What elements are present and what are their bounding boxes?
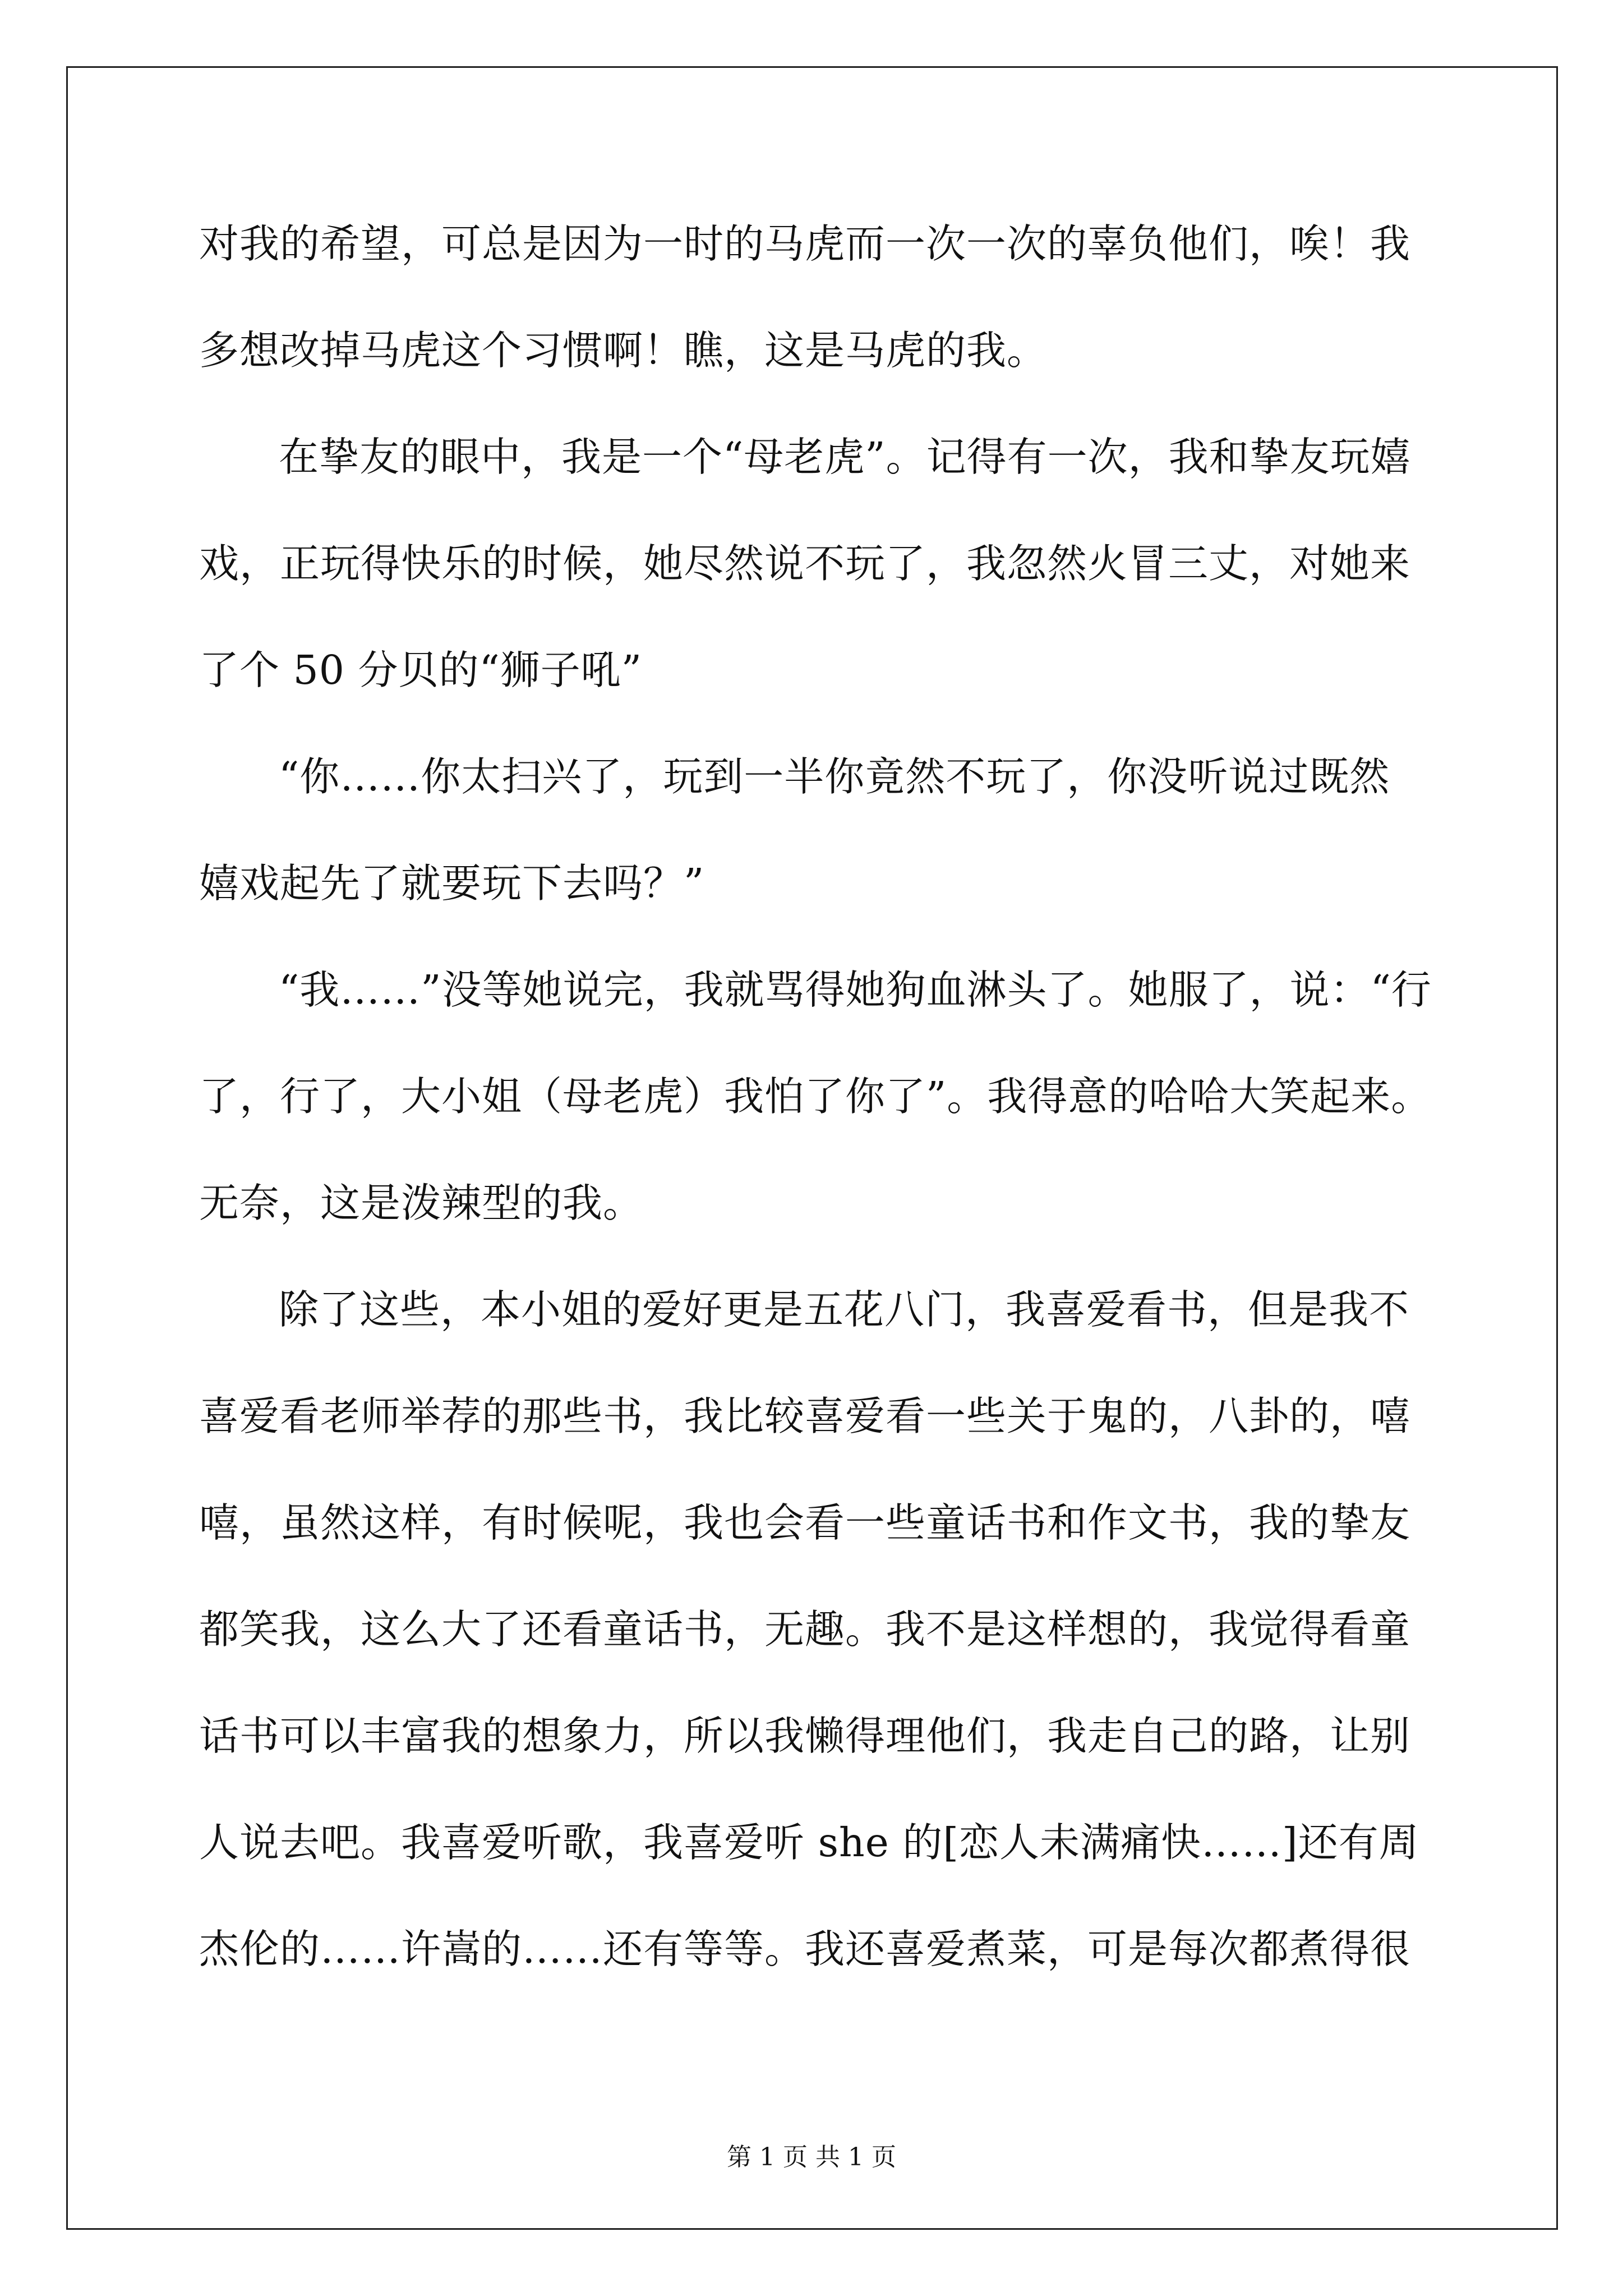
text-line: 嘻，虽然这样，有时候呢，我也会看一些童话书和作文书，我的挚友 xyxy=(199,1499,1411,1546)
text-line: 多想改掉马虎这个习惯啊！瞧，这是马虎的我。 xyxy=(199,327,1048,374)
text-line: 杰伦的……许嵩的……还有等等。我还喜爱煮菜，可是每次都煮得很 xyxy=(199,1926,1411,1972)
page-border xyxy=(66,66,1558,2230)
page-footer: 第 1 页 共 1 页 xyxy=(727,2143,896,2171)
text-line: 无奈，这是泼辣型的我。 xyxy=(199,1180,644,1226)
text-line: 人说去吧。我喜爱听歌，我喜爱听 she 的[恋人未满痛快……]还有周 xyxy=(199,1819,1419,1866)
text-line: 在挚友的眼中，我是一个“母老虎”。记得有一次，我和挚友玩嬉 xyxy=(279,434,1411,480)
text-line: 对我的希望，可总是因为一时的马虎而一次一次的辜负他们，唉！我 xyxy=(199,220,1411,267)
text-line: “你……你太扫兴了，玩到一半你竟然不玩了，你没听说过既然 xyxy=(279,753,1390,800)
text-line: “我……”没等她说完，我就骂得她狗血淋头了。她服了，说：“行 xyxy=(279,967,1432,1013)
text-line: 话书可以丰富我的想象力，所以我懒得理他们，我走自己的路，让别 xyxy=(199,1713,1411,1759)
text-line: 了，行了，大小姐（母老虎）我怕了你了”。我得意的哈哈大笑起来。 xyxy=(199,1073,1432,1120)
text-line: 了个 50 分贝的“狮子吼” xyxy=(199,647,643,693)
text-line: 都笑我，这么大了还看童话书，无趣。我不是这样想的，我觉得看童 xyxy=(199,1606,1411,1653)
text-line: 戏，正玩得快乐的时候，她尽然说不玩了，我忽然火冒三丈，对她来 xyxy=(199,540,1411,587)
text-line: 除了这些，本小姐的爱好更是五花八门，我喜爱看书，但是我不 xyxy=(279,1286,1410,1333)
text-line: 喜爱看老师举荐的那些书，我比较喜爱看一些关于鬼的，八卦的，嘻 xyxy=(199,1393,1411,1439)
text-line: 嬉戏起先了就要玩下去吗？” xyxy=(199,860,705,907)
